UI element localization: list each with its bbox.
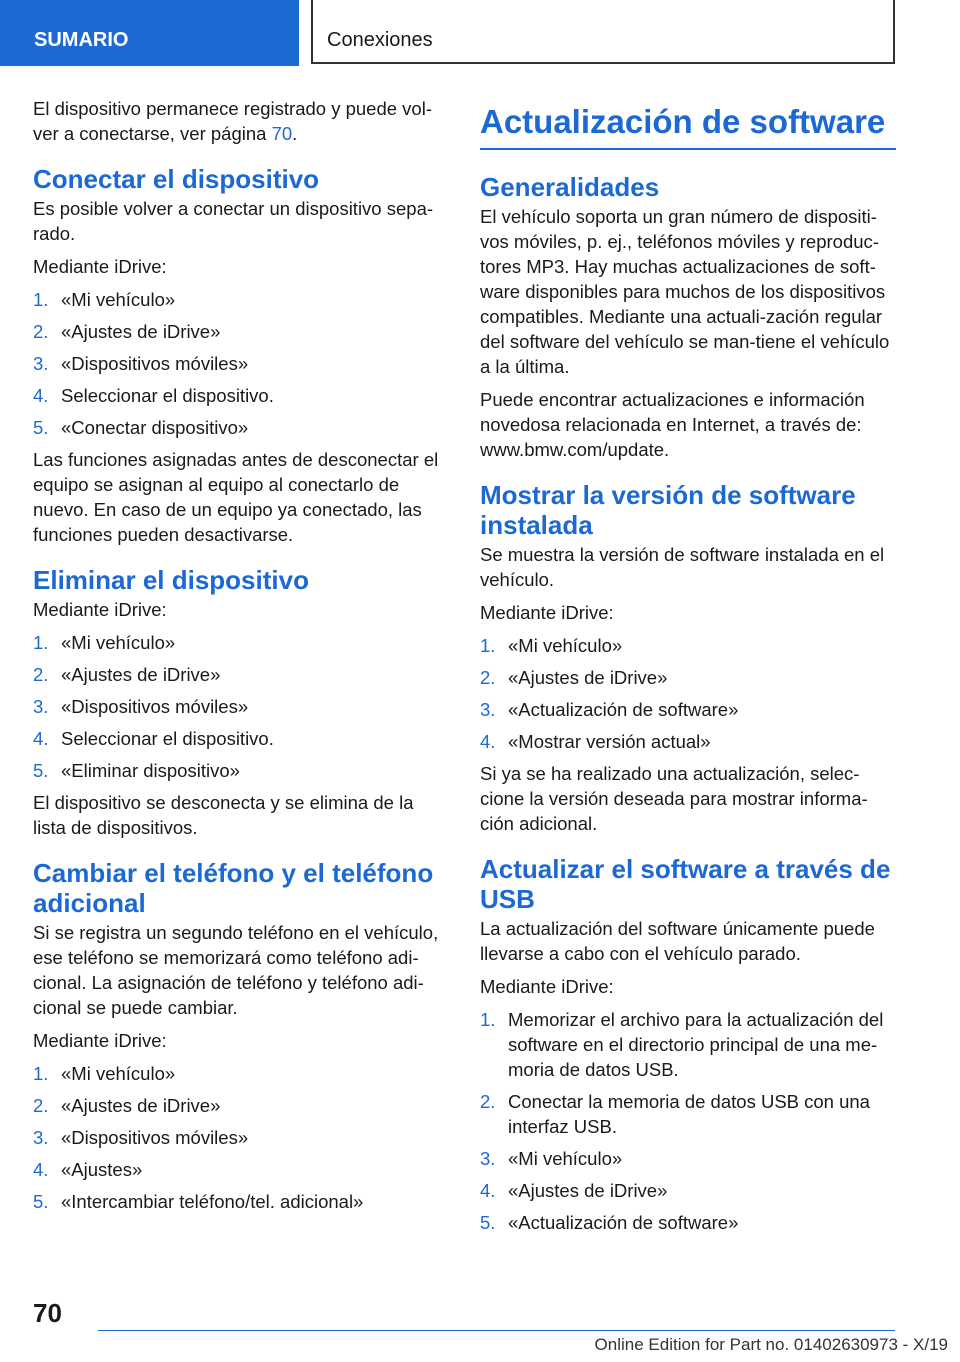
paragraph: Si se registra un segundo teléfono en el vehículo, ese teléfono se memorizará como teléfono adi-cional. La asignación de teléfono y teléfono adi-cional se puede cambiar. (33, 922, 439, 1018)
list-item: 5. «Conectar dispositivo» (33, 417, 249, 438)
list-item: 2. «Ajustes de iDrive» (33, 664, 221, 685)
paragraph: El dispositivo se desconecta y se elimina de la lista de dispositivos. (33, 792, 414, 838)
list-item: 4. Seleccionar el dispositivo. (33, 728, 274, 749)
paragraph: Mediante iDrive: (33, 256, 167, 277)
list-item: 2. «Ajustes de iDrive» (480, 667, 668, 688)
paragraph: Se muestra la versión de software instalada en el vehículo. (480, 544, 885, 590)
list-item: 2. Conectar la memoria de datos USB con una interfaz USB. (480, 1091, 870, 1137)
steps-list (33, 1061, 451, 1214)
footer-edition: Online Edition for Part no. 01402630973 - X/19 (594, 1335, 948, 1354)
list-item: 4. «Mostrar versión actual» (480, 731, 711, 752)
heading-usb-update: Actualizar el software a través de USB (480, 854, 891, 914)
list-item: 4. Seleccionar el dispositivo. (33, 385, 274, 406)
list-item: 4. «Ajustes» (33, 1159, 143, 1180)
steps-list (480, 1007, 898, 1235)
paragraph: Puede encontrar actualizaciones e información novedosa relacionada en Internet, a través de: www.bmw.com/update. (480, 389, 865, 460)
list-item: 5. «Actualización de software» (480, 1212, 739, 1233)
heading-show-version: Mostrar la versión de software instalada (480, 480, 856, 540)
section-title: Conexiones (311, 0, 895, 64)
paragraph: Mediante iDrive: (480, 976, 614, 997)
sumario-tab[interactable]: SUMARIO (0, 0, 299, 66)
list-item: 2. «Ajustes de iDrive» (33, 1095, 221, 1116)
heading-connect-device: Conectar el dispositivo (33, 164, 320, 194)
list-item: 3. «Dispositivos móviles» (33, 1127, 249, 1148)
paragraph: Mediante iDrive: (33, 599, 167, 620)
list-item: 1. «Mi vehículo» (33, 632, 176, 653)
list-item: 3. «Actualización de software» (480, 699, 739, 720)
steps-list (480, 633, 898, 754)
intro-paragraph: El dispositivo permanece registrado y puede vol-ver a conectarse, ver página 70. (33, 98, 432, 144)
paragraph: Mediante iDrive: (480, 602, 614, 623)
steps-list (33, 287, 451, 440)
right-column (480, 96, 898, 1242)
list-item: 1. Memorizar el archivo para la actualización del software en el directorio principal de una me-moria de datos USB. (480, 1009, 884, 1080)
list-item: 1. «Mi vehículo» (33, 289, 176, 310)
paragraph: Si ya se ha realizado una actualización, selec-cione la versión deseada para mostrar informa-ción adicional. (480, 763, 868, 834)
heading-general: Generalidades (480, 172, 660, 202)
list-item: 1. «Mi vehículo» (480, 635, 623, 656)
paragraph: Es posible volver a conectar un dispositivo sepa-rado. (33, 198, 434, 244)
list-item: 5. «Eliminar dispositivo» (33, 760, 240, 781)
list-item: 3. «Dispositivos móviles» (33, 353, 249, 374)
left-column (33, 96, 451, 1221)
page-header (0, 0, 960, 66)
page-number: 70 (33, 1298, 62, 1328)
paragraph: El vehículo soporta un gran número de dispositi-vos móviles, p. ej., teléfonos móviles y reproduc-tores MP3. Hay muchas actualizaciones de soft-ware disponibles para muchos de los dispositivos compatibles. Mediante una actuali-zación regular del software del vehículo se man-tiene el vehículo a la última. (480, 206, 890, 377)
steps-list (33, 630, 451, 783)
list-item: 2. «Ajustes de iDrive» (33, 321, 221, 342)
heading-change-phone: Cambiar el teléfono y el teléfono adicional (33, 858, 434, 918)
paragraph: La actualización del software únicamente puede llevarse a cabo con el vehículo parado. (480, 918, 875, 964)
paragraph: Mediante iDrive: (33, 1030, 167, 1051)
paragraph: Las funciones asignadas antes de desconectar el equipo se asignan al equipo al conectarlo de nuevo. En caso de un equipo ya conectado, las funciones pueden desactivarse. (33, 449, 439, 545)
list-item: 5. «Intercambiar teléfono/tel. adicional» (33, 1191, 364, 1212)
footer-divider (98, 1330, 895, 1331)
list-item: 3. «Mi vehículo» (480, 1148, 623, 1169)
list-item: 3. «Dispositivos móviles» (33, 696, 249, 717)
list-item: 1. «Mi vehículo» (33, 1063, 176, 1084)
page-link[interactable]: 70 (271, 123, 293, 144)
chapter-title: Actualización de software (480, 96, 896, 150)
list-item: 4. «Ajustes de iDrive» (480, 1180, 668, 1201)
heading-remove-device: Eliminar el dispositivo (33, 565, 309, 595)
